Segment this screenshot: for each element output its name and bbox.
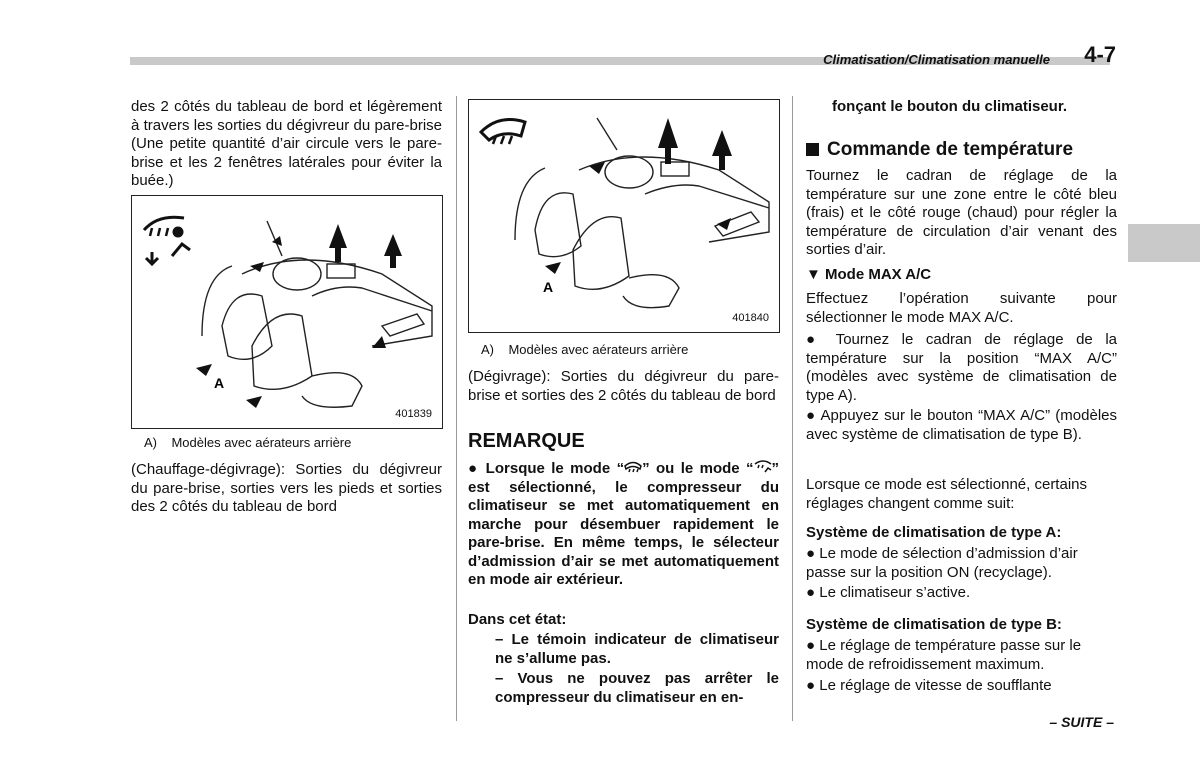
page-number: 4-7 bbox=[1084, 42, 1116, 67]
sub-text: Effectuez l’opération suivante pour sélectionner le mode MAX A/C. bbox=[806, 290, 1117, 326]
bullet-item: ● Le mode de sélection d’admission d’air passe sur la position ON (recyclage). bbox=[806, 545, 1078, 581]
dashboard-illustration bbox=[469, 100, 779, 332]
col1-caption: A) Modèles avec aérateurs arrière bbox=[144, 435, 352, 450]
continued-marker: – SUITE – bbox=[1049, 714, 1114, 730]
column-divider bbox=[456, 96, 457, 721]
bullet-item: ● Tournez le cadran de réglage de la température sur la position “MAX A/C” (modèles avec système de climatisation de type A). bbox=[806, 331, 1117, 404]
state-item: – Le témoin indicateur de climatiseur ne s’allume pas. bbox=[495, 631, 779, 667]
dashboard-illustration bbox=[132, 196, 442, 428]
type-a-title: Système de climatisation de type A: bbox=[806, 524, 1062, 541]
remark-bullet bbox=[468, 460, 779, 590]
section-title bbox=[806, 141, 1116, 160]
sub-title: ▼ Mode MAX A/C bbox=[806, 266, 932, 283]
label-a: A bbox=[543, 279, 554, 295]
chapter-tab bbox=[1128, 224, 1200, 262]
remark-text: ● Lorsque le mode “ bbox=[468, 460, 625, 477]
state-item: – Vous ne pouvez pas arrêter le compresseur du climatiseur en en- bbox=[495, 670, 779, 706]
col1-intro: des 2 côtés du tableau de bord et légèrement à travers les sorties du dégivreur du pare-brise (Une petite quantité d’air circule vers le pare-brise et les 2 fenêtres latérales pour éviter la buée.) bbox=[131, 98, 442, 189]
column-divider bbox=[792, 96, 793, 721]
state-title: Dans cet état: bbox=[468, 611, 567, 628]
header-title: Climatisation/Climatisation manuelle bbox=[823, 52, 1050, 67]
bullet-item: ● Le réglage de température passe sur le mode de refroidissement maximum. bbox=[806, 637, 1082, 673]
bullet-item: ● Le réglage de vitesse de soufflante bbox=[806, 677, 1052, 694]
section-text: Tournez le cadran de réglage de la température sur une zone entre le côté bleu (frais) et le côté rouge (chaud) pour régler la température de circulation d’air venant des sorties d’air. bbox=[806, 167, 1117, 258]
col2-description: (Dégivrage): Sorties du dégivreur du pare-brise et sorties des 2 côtés du tableau de bord bbox=[468, 368, 779, 404]
section-title-text: Commande de température bbox=[827, 139, 1074, 160]
heat-defrost-icon bbox=[754, 460, 772, 473]
defrost-icon bbox=[624, 460, 642, 473]
mode-para: Lorsque ce mode est sélectionné, certains réglages changent comme suit: bbox=[806, 476, 1087, 512]
col3-continued: fonçant le bouton du climatiseur. bbox=[832, 98, 1068, 115]
figure-heater-defrost bbox=[131, 195, 443, 429]
bullet-item: ● Le climatiseur s’active. bbox=[806, 584, 971, 601]
section-square-icon bbox=[806, 143, 819, 156]
figure-code: 401840 bbox=[732, 312, 769, 324]
remark-text: ” ou le mode “ bbox=[642, 460, 754, 477]
remark-text: ” est sélectionné, le compresseur du climatiseur se met automatiquement en marche pour désembuer rapidement le pare-brise. En même temps, le sélecteur d’admission d’air se met automatiquement en mode air extérieur. bbox=[468, 460, 780, 588]
remark-title: REMARQUE bbox=[468, 430, 585, 452]
label-a: A bbox=[214, 375, 225, 391]
bullet-item: ● Appuyez sur le bouton “MAX A/C” (modèles avec système de climatisation de type B). bbox=[806, 407, 1117, 443]
heat-defrost-icon bbox=[144, 217, 190, 264]
defrost-icon bbox=[481, 120, 525, 144]
type-b-title: Système de climatisation de type B: bbox=[806, 616, 1062, 633]
figure-defrost bbox=[468, 99, 780, 333]
col2-caption: A) Modèles avec aérateurs arrière bbox=[481, 342, 689, 357]
figure-code: 401839 bbox=[395, 408, 432, 420]
col1-description: (Chauffage-dégivrage): Sorties du dégivreur du pare-brise, sorties vers les pieds et sorties des 2 côtés du tableau de bord bbox=[131, 461, 442, 515]
